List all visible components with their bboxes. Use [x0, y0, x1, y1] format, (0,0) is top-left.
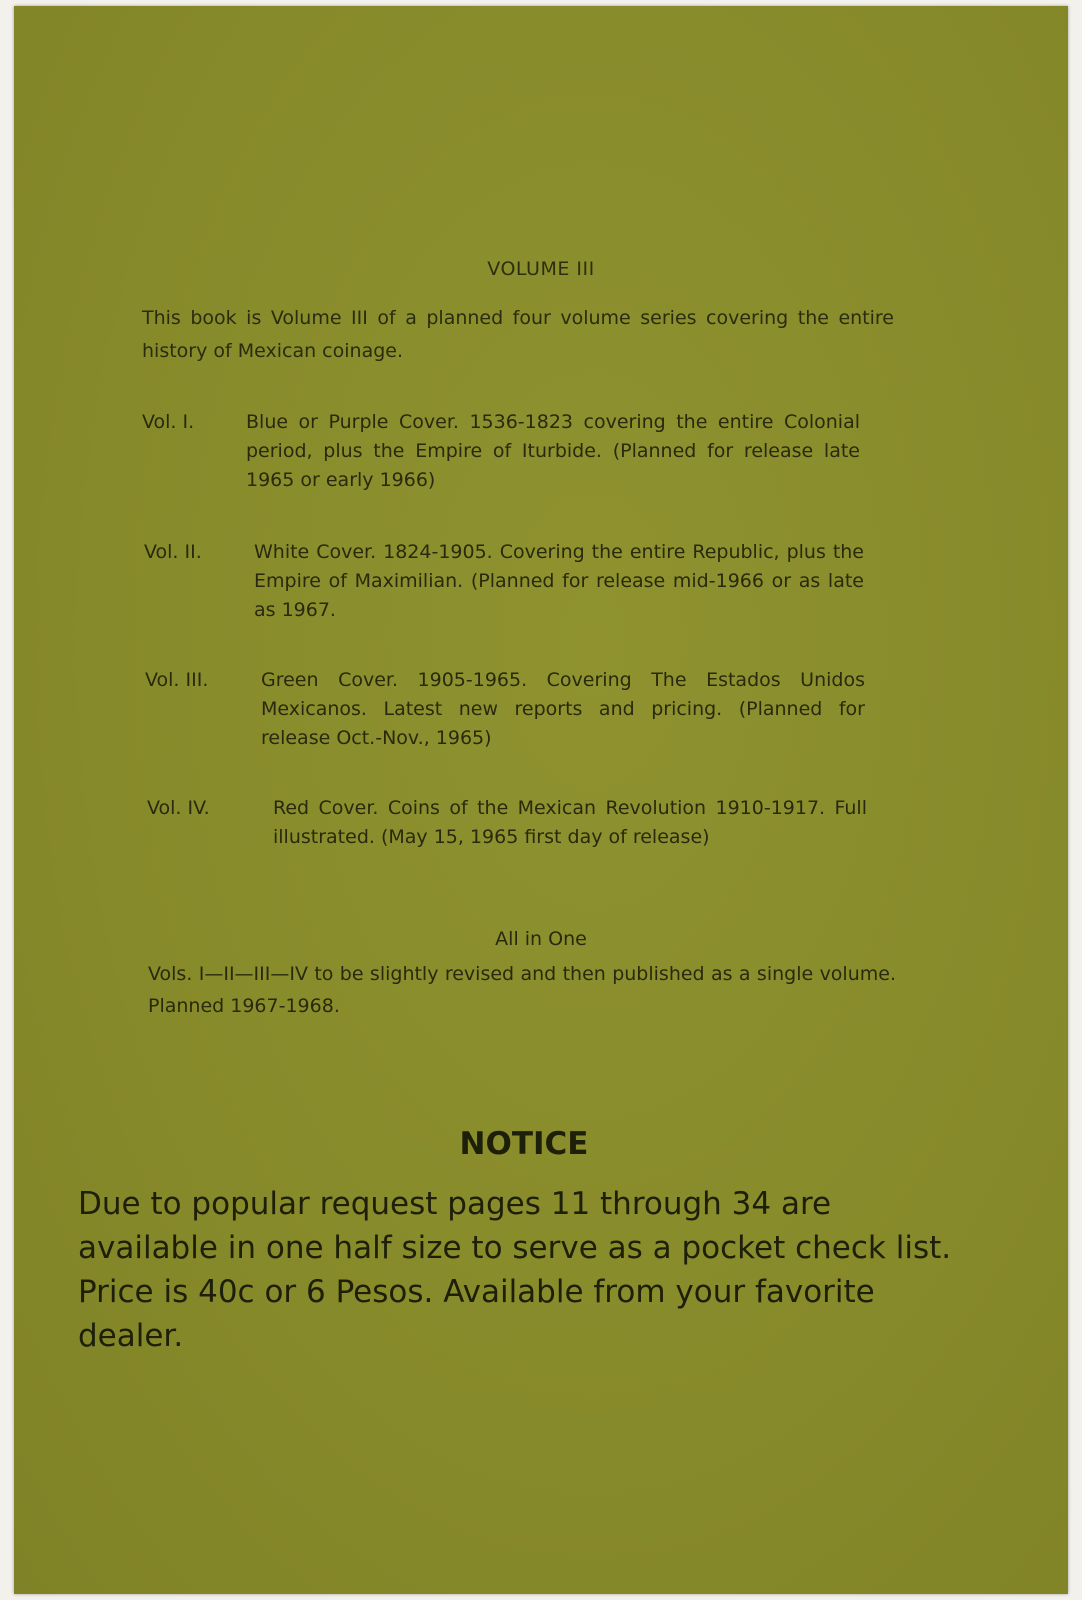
all-in-one-title: All in One — [495, 928, 587, 950]
volume-label: Vol. II. — [144, 541, 202, 563]
all-in-one-text: Vols. I—II—III—IV to be slightly revised and then published as a single volume. Planned 1967-1968. — [148, 963, 896, 1017]
volume-label: Vol. I. — [142, 411, 195, 433]
notice-text: Due to popular request pages 11 through 34 are available in one half size to serve as a pocket check list. Price is 40c or 6 Pesos. Available from your favorite dealer. — [78, 1186, 952, 1354]
volume-description: White Cover. 1824-1905. Covering the entire Republic, plus the Empire of Maximilian. (Planned for release mid-1966 or as late as 1967. — [254, 541, 864, 621]
volume-description: Blue or Purple Cover. 1536-1823 covering the entire Colonial period, plus the Empire of Iturbide. (Planned for release late 1965 or early 1966) — [246, 411, 860, 491]
intro-paragraph: This book is Volume III of a planned four volume series covering the entire history of Mexican coinage. — [142, 307, 894, 362]
back-cover-page — [14, 6, 1068, 1594]
notice-title: NOTICE — [459, 1126, 589, 1162]
volume-heading: VOLUME III — [487, 258, 595, 280]
volume-label: Vol. III. — [145, 669, 209, 691]
volume-description: Green Cover. 1905-1965. Covering The Estados Unidos Mexicanos. Latest new reports and pricing. (Planned for release Oct.-Nov., 1965) — [261, 669, 865, 749]
volume-label: Vol. IV. — [147, 797, 210, 819]
volume-description: Red Cover. Coins of the Mexican Revolution 1910-1917. Full illustrated. (May 15, 1965 first day of release) — [273, 797, 867, 848]
